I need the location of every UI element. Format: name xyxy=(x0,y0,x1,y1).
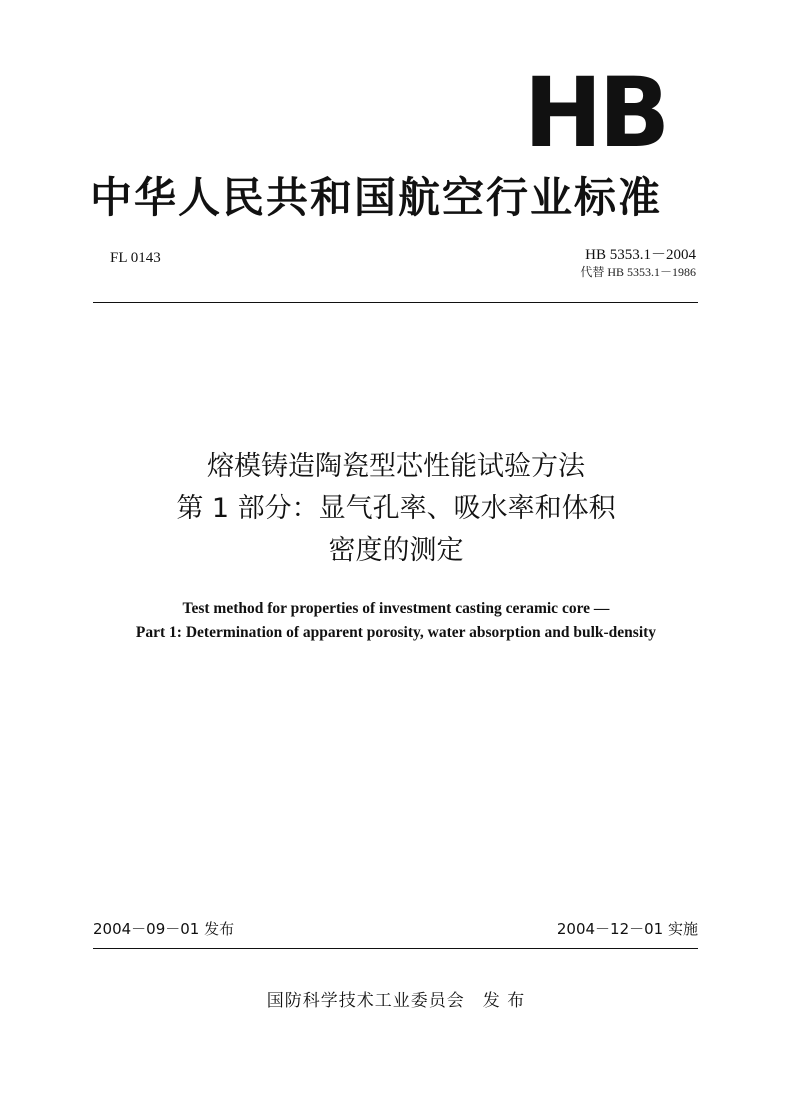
header-divider xyxy=(93,302,698,303)
chinese-title-line-1: 熔模铸造陶瓷型芯性能试验方法 xyxy=(207,451,585,482)
replaces-note: 代替 HB 5353.1－1986 xyxy=(580,265,696,279)
hb-logo: HB xyxy=(523,57,667,169)
standard-category-title: 中华人民共和国航空行业标准 xyxy=(90,173,663,222)
footer-divider xyxy=(93,948,698,949)
english-title-line-1: Test method for properties of investment casting ceramic core — xyxy=(182,600,610,617)
implementation-date: 2004－12－01 实施 xyxy=(556,920,698,938)
ics-code: FL 0143 xyxy=(110,250,161,266)
english-title xyxy=(60,597,732,645)
chinese-title xyxy=(96,446,696,572)
english-title-line-2: Part 1: Determination of apparent porosity, water absorption and bulk-density xyxy=(135,624,657,641)
chinese-title-line-3: 密度的测定 xyxy=(328,535,464,566)
issue-date: 2004－09－01 发布 xyxy=(93,920,235,938)
chinese-title-line-2: 第 1 部分：显气孔率、吸水率和体积 xyxy=(176,493,616,524)
standard-number: HB 5353.1－2004 xyxy=(585,247,696,263)
publisher: 国防科学技术工业委员会 发 布 xyxy=(266,991,526,1011)
